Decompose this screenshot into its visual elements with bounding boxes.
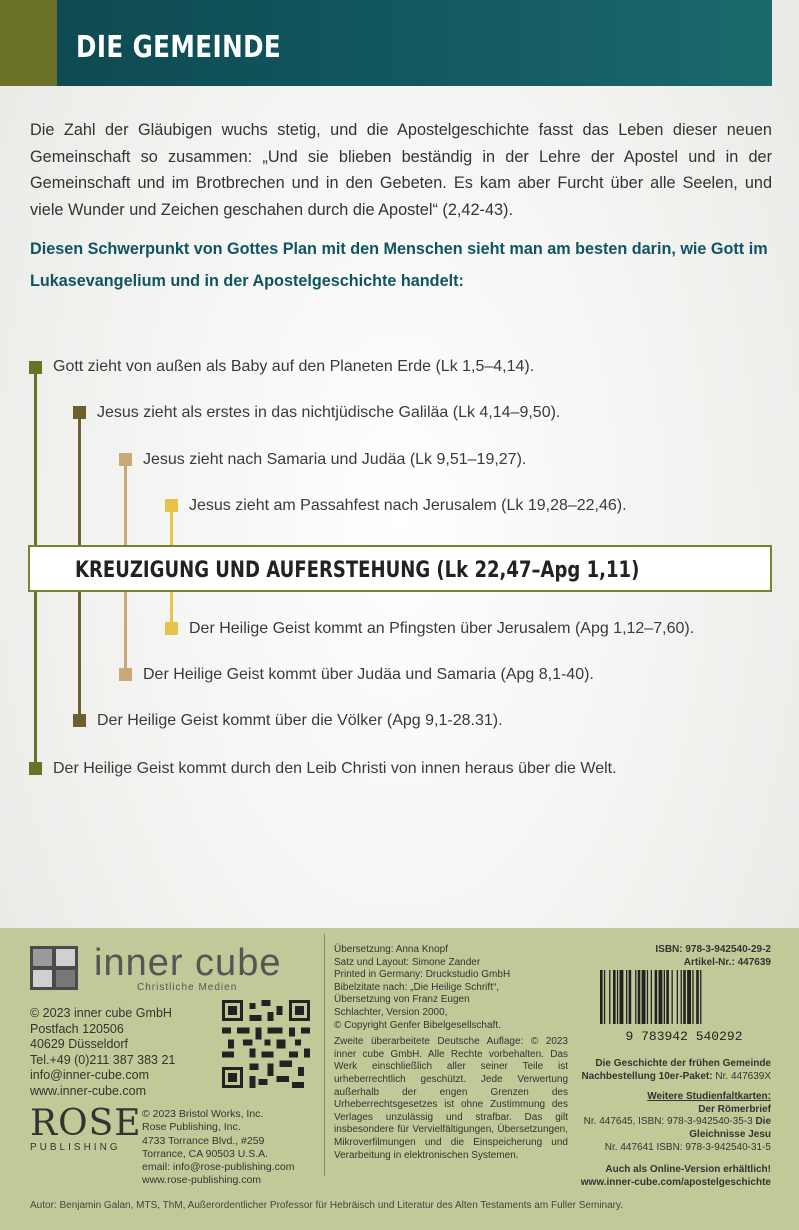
- footer-divider: [324, 934, 325, 1176]
- highlight-paragraph: Diesen Schwerpunkt von Gottes Plan mit den Menschen sieht man am besten darin, wie Gott im Lukasevangelium und in der Apostelgeschichte handelt:: [30, 240, 768, 290]
- barcode-bar: [600, 970, 603, 1024]
- credit-line: Übersetzung von Franz Eugen: [334, 994, 470, 1006]
- barcode-bar: [609, 970, 610, 1024]
- address-line: Rose Publishing, Inc.: [142, 1121, 241, 1134]
- barcode-bar: [647, 970, 648, 1024]
- barcode-bar: [604, 970, 605, 1024]
- publisher-logo-name: inner cube: [94, 942, 282, 984]
- article-number: Artikel-Nr.: 447639: [683, 956, 771, 968]
- credit-line: Printed in Germany: Druckstudio GmbH: [334, 969, 511, 981]
- intro-paragraph: Die Zahl der Gläubigen wuchs stetig, und die Apostelgeschichte fasst das Leben dieser neuen Gemeinschaft so zusammen: „Und sie blieben beständig in der Lehre der Apostel und in der Gemeinschaft und im Brotbrechen und in den Gebeten. Es kam aber Furcht über alle Seelen, und viele Wunder und Zeichen geschahen durch die Apostel“ (2,42-43).: [30, 121, 772, 219]
- timeline-marker: [165, 499, 178, 512]
- timeline-marker: [73, 714, 86, 727]
- address-line: Torrance, CA 90503 U.S.A.: [142, 1147, 269, 1160]
- timeline-marker: [29, 361, 42, 374]
- series-title: Die Geschichte der frühen Gemeinde: [595, 1058, 771, 1069]
- related-title: Der Römerbrief: [698, 1103, 771, 1115]
- address-line: © 2023 Bristol Works, Inc.: [142, 1108, 264, 1120]
- barcode-bar: [700, 970, 701, 1024]
- timeline-marker: [73, 406, 86, 419]
- timeline-marker: [29, 762, 42, 775]
- address-line: 4733 Torrance Blvd., #259: [142, 1134, 265, 1147]
- credit-line: © Copyright Genfer Bibelgesellschaft.: [334, 1019, 501, 1031]
- rose-logo-subtitle: PUBLISHING: [30, 1142, 121, 1153]
- barcode-digits: 9 783942 540292: [625, 1029, 743, 1042]
- product-info: [551, 944, 771, 969]
- address-line: www.rose-publishing.com: [142, 1174, 262, 1187]
- address-line: Tel.+49 (0)211 387 383 21: [30, 1052, 176, 1067]
- timeline-item: Der Heilige Geist kommt über die Völker (Apg 9,1-28.31).: [97, 712, 503, 729]
- cube-logo-icon: [30, 946, 78, 990]
- barcode-bar: [664, 970, 665, 1024]
- address-line: © 2023 inner cube GmbH: [30, 1006, 172, 1020]
- related-title: Gleichnisse Jesu: [689, 1128, 771, 1140]
- center-band-title: KREUZIGUNG UND AUFERSTEHUNG (Lk 22,47–Apg 1,11): [75, 558, 640, 583]
- barcode-bar: [683, 970, 686, 1024]
- credits-block: [334, 944, 568, 1166]
- more-cards-heading: Weitere Studienfaltkarten:: [647, 1091, 771, 1103]
- credit-line: Bibelzitate nach: „Die Heilige Schrift“,: [334, 981, 500, 993]
- barcode-bar: [666, 970, 669, 1024]
- timeline-marker: [119, 453, 132, 466]
- barcode-bar: [626, 970, 627, 1024]
- page-title: DIE GEMEINDE: [76, 30, 282, 65]
- address-line: www.inner-cube.com: [30, 1083, 147, 1098]
- timeline-item: Jesus zieht am Passahfest nach Jerusalem (Lk 19,28–22,46).: [189, 497, 627, 514]
- timeline-item: Der Heilige Geist kommt an Pfingsten über Jerusalem (Apg 1,12–7,60).: [189, 620, 695, 637]
- online-url[interactable]: www.inner-cube.com/apostelgeschichte: [580, 1176, 771, 1188]
- author-line: Autor: Benjamin Galan, MTS, ThM, Außerordentlicher Professor für Hebräisch und Literatur des Alten Testaments am Fuller Seminary.: [30, 1200, 624, 1211]
- qr-code-icon: [222, 1000, 310, 1088]
- barcode-bar: [677, 970, 678, 1024]
- credit-line: Satz und Layout: Simone Zander: [334, 956, 481, 968]
- barcode-bar: [651, 970, 652, 1024]
- center-band: [28, 545, 772, 592]
- address-line: info@inner-cube.com: [30, 1068, 149, 1082]
- barcode-bar: [629, 970, 632, 1024]
- barcode-bar: [692, 970, 693, 1024]
- barcode-bar: [638, 970, 641, 1024]
- barcode-bar: [613, 970, 616, 1024]
- reorder-label: Nachbestellung 10er-Paket:: [581, 1070, 713, 1082]
- address-line: email: info@rose-publishing.com: [142, 1161, 295, 1174]
- barcode-bar: [672, 970, 673, 1024]
- rose-logo-name: ROSE: [30, 1103, 142, 1144]
- rose-publishing-logo: [30, 1103, 142, 1153]
- publisher-address: [30, 1006, 175, 1099]
- barcode-bar: [655, 970, 658, 1024]
- online-notice: Auch als Online-Version erhältlich!: [605, 1164, 771, 1176]
- barcode-bar: [620, 970, 624, 1024]
- related-title-prefix: Die: [755, 1116, 771, 1128]
- barcode-bar: [696, 970, 699, 1024]
- barcode-bar: [659, 970, 663, 1024]
- series-info: [551, 1058, 771, 1189]
- timeline-item: Gott zieht von außen als Baby auf den Planeten Erde (Lk 1,5–4,14).: [53, 358, 535, 375]
- barcode-bar: [617, 970, 618, 1024]
- timeline-item: Der Heilige Geist kommt durch den Leib Christi von innen heraus über die Welt.: [53, 760, 617, 777]
- barcode-bar: [642, 970, 646, 1024]
- footer: [0, 928, 799, 1230]
- barcode-bar: [635, 970, 636, 1024]
- timeline-marker: [119, 668, 132, 681]
- rose-publishing-address: [142, 1108, 294, 1188]
- publisher-logo-subtitle: Christliche Medien: [137, 982, 238, 993]
- barcode-bar: [687, 970, 691, 1024]
- timeline-item: Jesus zieht als erstes in das nichtjüdische Galiläa (Lk 4,14–9,50).: [97, 404, 561, 421]
- isbn: ISBN: 978-3-942540-29-2: [655, 944, 771, 955]
- timeline-item: Der Heilige Geist kommt über Judäa und Samaria (Apg 8,1-40).: [143, 666, 594, 683]
- credit-line: Übersetzung: Anna Knopf: [334, 944, 448, 955]
- related-number: Nr. 447641 ISBN: 978-3-942540-31-5: [604, 1141, 771, 1153]
- barcode-bar: [681, 970, 682, 1024]
- credit-line: Schlachter, Version 2000,: [334, 1006, 448, 1018]
- reorder-number: Nr. 447639X: [715, 1070, 771, 1082]
- related-number: Nr. 447645, ISBN: 978-3-942540-35-3: [583, 1116, 753, 1128]
- barcode-icon: [596, 970, 771, 1042]
- address-line: Postfach 120506: [30, 1021, 124, 1036]
- copyright-notice: Zweite überarbeitete Deutsche Auflage: © 2023 inner cube GmbH. Alle Rechte vorbehalten. Das Werk einschließlich aller seiner Teile ist urheberrechtlich geschützt. Jede Verwertung außerhalb der engen Grenzen des Urheberrechtsgesetzes ist ohne Zustimmung des Verlages unzulässig und strafbar. Das gilt insbesondere für Vervielfältigungen, Übersetzungen, Mikroverfilmungen und die Einspeicherung und Verarbeitung in elektronischen Systemen.: [334, 1036, 568, 1161]
- timeline-item: Jesus zieht nach Samaria und Judäa (Lk 9,51–19,27).: [143, 451, 527, 468]
- timeline-marker: [165, 622, 178, 635]
- address-line: 40629 Düsseldorf: [30, 1037, 128, 1051]
- header-accent: [0, 0, 57, 86]
